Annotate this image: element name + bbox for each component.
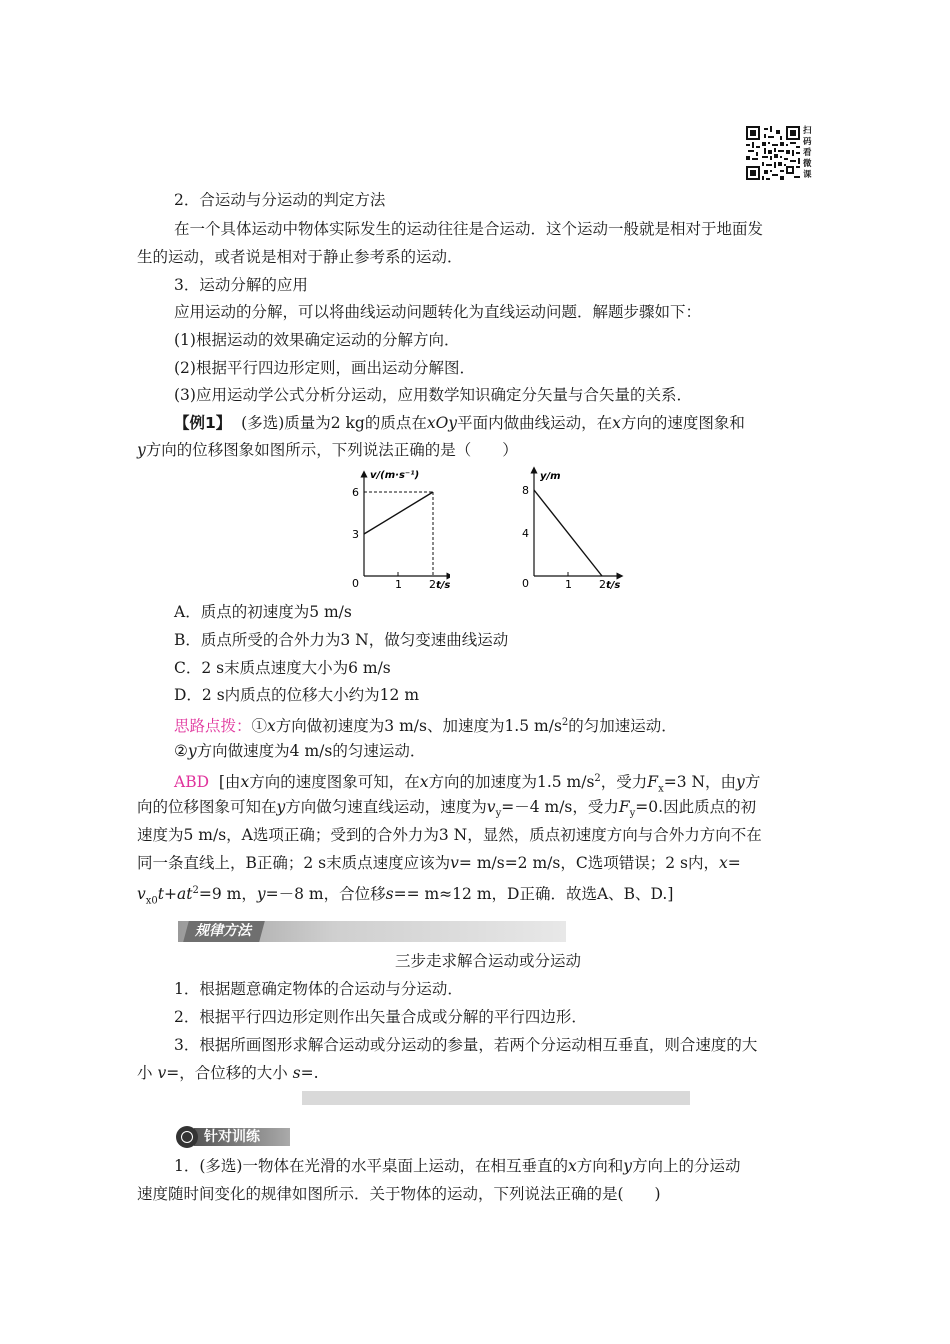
option-d: D．2 s内质点的位移大小约为12 m <box>174 686 420 704</box>
method-var: s <box>292 1064 301 1082</box>
training-q1-line1 <box>174 1156 741 1176</box>
answer-sub: x0 <box>145 895 158 907</box>
training-var: y <box>623 1157 632 1175</box>
hint-line2 <box>174 741 425 761</box>
section3-step1: (1)根据运动的效果确定运动的分解方向． <box>174 331 460 349</box>
divider-bar <box>302 1091 690 1105</box>
answer-var: t <box>157 885 165 904</box>
answer-text: =－8 m，合位移 <box>265 885 386 904</box>
training-var: x <box>567 1157 577 1175</box>
answer-var: y <box>256 885 266 904</box>
example-text: 方向的位移图象如图所示，下列说法正确的是（ ） <box>145 441 518 459</box>
hint-text: 的匀加速运动． <box>568 717 677 736</box>
method-text: 小 <box>137 1064 153 1082</box>
hint-text: ① <box>251 717 268 736</box>
section3-step2: (2)根据平行四边形定则，画出运动分解图． <box>174 359 475 377</box>
answer-key: ABD <box>174 773 210 792</box>
hint-line1 <box>174 713 677 736</box>
example-line2 <box>137 440 518 460</box>
answer-sub: x <box>658 783 664 795</box>
method-item3-line1: 3．根据所画图形求解合运动或分运动的参量，若两个分运动相互垂直，则合速度的大 <box>174 1036 758 1054</box>
answer-text: + <box>164 885 178 904</box>
answer-var: v <box>450 854 459 872</box>
section2-paragraph-line2: 生的运动，或者说是相对于静止参考系的运动． <box>137 248 463 266</box>
hint-text: 方向做初速度为3 m/s、加速度为1.5 m/s <box>275 717 562 736</box>
answer-line3: 速度为5 m/s，A选项正确；受到的合外力为3 N，显然，质点初速度方向与合外力方向不在 <box>137 826 762 844</box>
displacement-line <box>534 490 602 576</box>
method-item1: 1．根据题意确定物体的合运动与分运动． <box>174 980 463 998</box>
x-tick-label: 1 <box>565 578 572 591</box>
answer-text: = <box>727 854 741 872</box>
answer-var: y <box>276 798 286 816</box>
example-text: 平面内做曲线运动，在 <box>457 414 613 432</box>
method-title: 三步走求解合运动或分运动 <box>395 952 582 970</box>
hint-text: ② <box>174 742 188 760</box>
y-axis-label: y/m <box>540 471 561 482</box>
answer-line4 <box>137 853 741 873</box>
target-icon <box>176 1126 198 1148</box>
x-axis-label: t/s <box>606 580 621 591</box>
method-text: =，合位移的大小 <box>166 1064 288 1082</box>
section3-step3: (3)应用运动学公式分析分运动，应用数学知识确定分矢量与合矢量的关系． <box>174 386 692 404</box>
answer-text: 方向的速度图象可知，在 <box>249 773 420 792</box>
answer-text: 同一条直线上，B正确；2 s末质点速度应该为 <box>137 854 451 872</box>
origin-label: 0 <box>522 577 529 590</box>
hint-label: 思路点拨： <box>174 717 252 736</box>
answer-text: 方向的加速度为1.5 m/s <box>428 773 595 792</box>
section2-paragraph-line1: 在一个具体运动中物体实际发生的运动往往是合运动．这个运动一般就是相对于地面发 <box>174 220 764 238</box>
x-tick-label: 1 <box>395 578 402 591</box>
y-tick-label: 3 <box>352 528 359 541</box>
section2-title: 2．合运动与分运动的判定方法 <box>174 191 386 209</box>
answer-var: x <box>419 773 429 792</box>
origin-label: 0 <box>352 577 359 590</box>
answer-var: y <box>736 773 745 792</box>
answer-sup: 2 <box>594 773 601 784</box>
answer-text: =－4 m/s，受力 <box>501 798 619 816</box>
answer-line1 <box>174 769 760 799</box>
displacement-graph <box>510 466 640 594</box>
section3-intro: 应用运动的分解，可以将曲线运动问题转化为直线运动问题．解题步骤如下： <box>174 303 702 321</box>
answer-line2 <box>137 797 756 824</box>
answer-var: v <box>486 798 496 816</box>
answer-var: x <box>240 773 250 792</box>
training-q1-line2: 速度随时间变化的规律如图所示．关于物体的运动，下列说法正确的是( ) <box>137 1185 661 1203</box>
section3-title: 3．运动分解的应用 <box>174 276 308 294</box>
method-text: =. <box>300 1064 319 1082</box>
answer-text: = m/s=2 m/s，C选项错误；2 s内， <box>458 854 719 872</box>
answer-text: 向的位移图象可知在 <box>137 798 277 816</box>
training-text: 方向上的分运动 <box>632 1157 741 1175</box>
example-var: xOy <box>426 414 458 432</box>
answer-sup: 2 <box>192 885 199 896</box>
example-text: 方向的速度图象和 <box>620 414 745 432</box>
method-item3-line2 <box>137 1063 319 1083</box>
x-tick-label: 2 <box>429 578 436 591</box>
hint-var: y <box>187 742 197 760</box>
example-line1 <box>174 413 745 433</box>
qr-code-image <box>746 126 800 180</box>
option-b: B．质点所受的合外力为3 N，做匀变速曲线运动 <box>174 631 509 649</box>
training-text: 方向和 <box>576 1157 624 1175</box>
training-banner <box>176 1126 291 1148</box>
option-a: A．质点的初速度为5 m/s <box>174 603 352 621</box>
method-item2: 2．根据平行四边形定则作出矢量合成或分解的平行四边形． <box>174 1008 587 1026</box>
training-banner-label: 针对训练 <box>194 1128 290 1146</box>
method-var: v <box>157 1064 167 1082</box>
example-var: x <box>612 414 621 432</box>
answer-line5 <box>137 881 673 911</box>
answer-text: == m≈12 m，D正确．故选A、B、D.] <box>393 885 674 904</box>
y-axis-label: v/(m·s⁻¹) <box>370 470 420 481</box>
velocity-graph <box>330 466 450 594</box>
answer-text: =9 m， <box>198 885 257 904</box>
answer-text: 方向做匀速直线运动，速度为 <box>285 798 487 816</box>
hint-text: 方向做速度为4 m/s的匀速运动． <box>196 742 426 760</box>
answer-var: s <box>385 885 394 904</box>
answer-var: x <box>718 854 728 872</box>
answer-text: ，受力 <box>600 773 648 792</box>
answer-text: 方 <box>744 773 761 792</box>
method-banner <box>178 921 566 942</box>
x-axis-label: t/s <box>436 580 450 591</box>
y-tick-label: 6 <box>352 486 359 499</box>
y-tick-label: 4 <box>522 527 529 540</box>
example-var: y <box>137 441 146 459</box>
answer-var: F <box>647 773 659 792</box>
option-c: C．2 s末质点速度大小为6 m/s <box>174 659 391 677</box>
example-tag: 【例1】 <box>174 414 232 432</box>
answer-var: v <box>137 885 146 904</box>
velocity-line <box>364 492 433 534</box>
answer-var: F <box>618 798 630 816</box>
example-text: (多选)质量为2 kg的质点在 <box>241 414 427 432</box>
hint-sup: 2 <box>561 717 569 728</box>
method-banner-label: 规律方法 <box>183 921 265 942</box>
x-tick-label: 2 <box>599 578 606 591</box>
hint-var: x <box>267 717 276 736</box>
answer-text: =3 N，由 <box>663 773 737 792</box>
answer-text: =0.因此质点的初 <box>635 798 757 816</box>
answer-sub: y <box>495 808 502 820</box>
y-tick-label: 8 <box>522 484 529 497</box>
answer-sub: y <box>629 808 636 820</box>
answer-var: at <box>177 885 193 904</box>
qr-caption: 扫码看微课 <box>803 126 812 180</box>
training-text: 1．(多选)一物体在光滑的水平桌面上运动，在相互垂直的 <box>174 1157 568 1175</box>
answer-text: [由 <box>218 773 241 792</box>
